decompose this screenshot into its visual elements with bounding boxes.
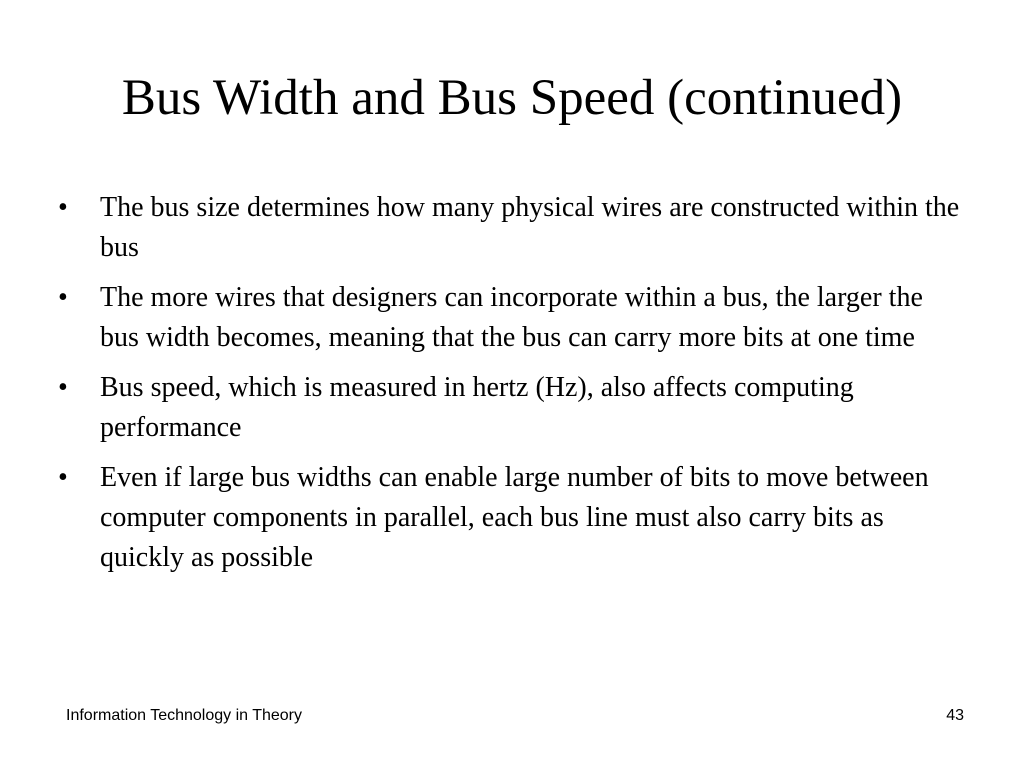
bullet-text: The more wires that designers can incorporate within a bus, the larger the bus width becomes, meaning that the bus can carry more bits at one time <box>100 282 923 353</box>
bullet-icon: • <box>58 462 68 493</box>
footer-page-number: 43 <box>946 707 964 724</box>
bullet-item <box>58 458 968 578</box>
bullet-icon: • <box>58 282 68 313</box>
bullet-item <box>58 368 968 448</box>
bullet-list <box>58 188 968 588</box>
bullet-icon: • <box>58 372 68 403</box>
bullet-icon: • <box>58 192 68 223</box>
footer-course-title: Information Technology in Theory <box>66 707 302 724</box>
slide-title: Bus Width and Bus Speed (continued) <box>121 70 903 126</box>
bullet-text: Even if large bus widths can enable large number of bits to move between computer components in parallel, each bus line must also carry bits as quickly as possible <box>100 462 929 573</box>
bullet-text: The bus size determines how many physical wires are constructed within the bus <box>100 192 960 263</box>
bullet-item <box>58 278 968 358</box>
bullet-text: Bus speed, which is measured in hertz (Hz), also affects computing performance <box>100 372 854 443</box>
bullet-item <box>58 188 968 268</box>
